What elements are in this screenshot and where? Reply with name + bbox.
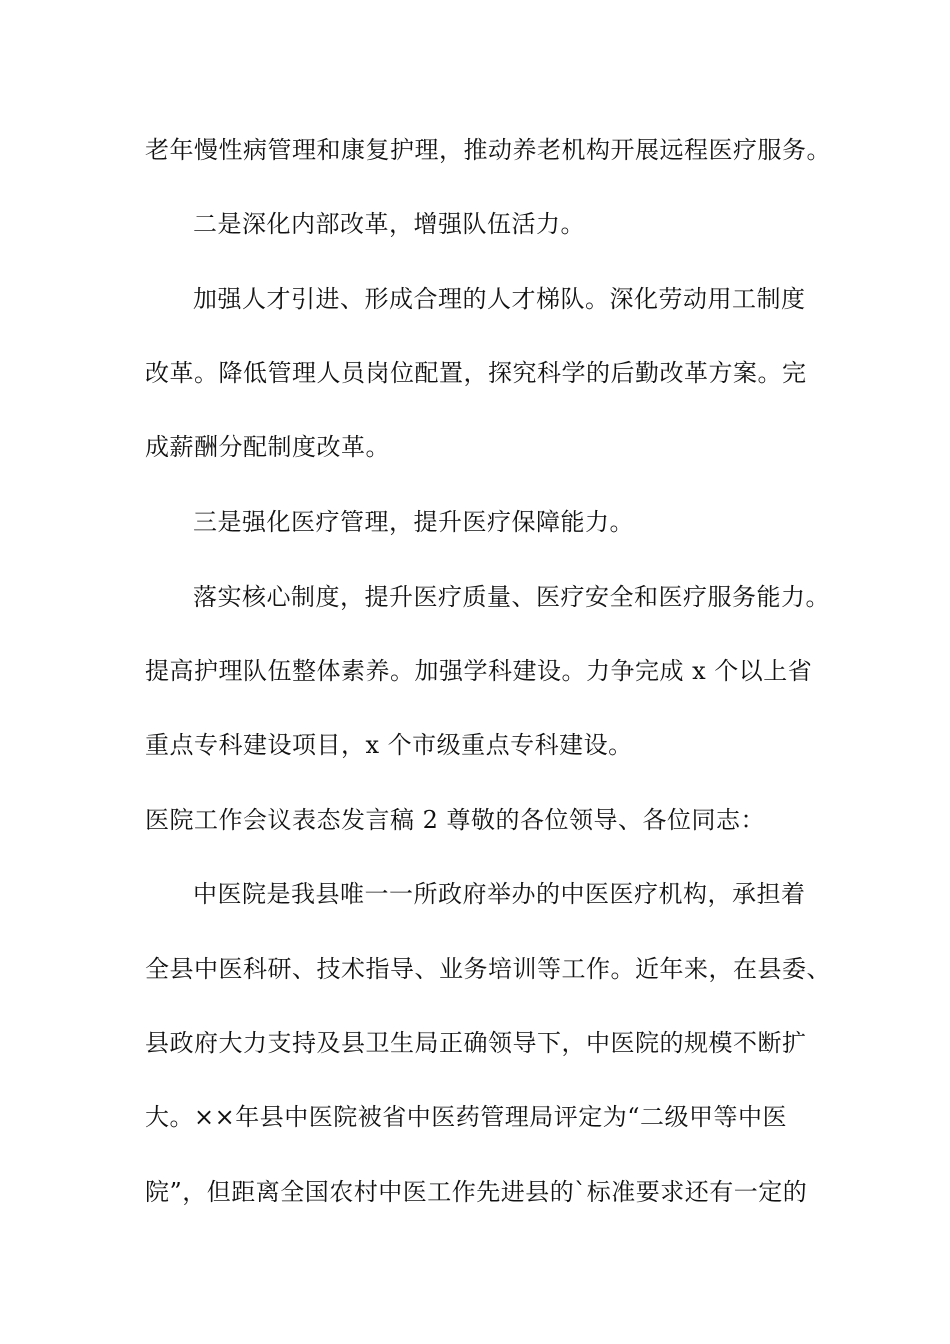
text-line: 院”，但距离全国农村中医工作先进县的`标准要求还有一定的 (145, 1178, 808, 1206)
text-line: 落实核心制度，提升医疗质量、医疗安全和医疗服务能力。 (193, 583, 830, 611)
text-line: 提高护理队伍整体素养。加强学科建设。力争完成 x 个以上省 (145, 657, 813, 685)
text-line: 加强人才引进、形成合理的人才梯队。深化劳动用工制度 (193, 285, 806, 313)
text-line: 老年慢性病管理和康复护理，推动养老机构开展远程医疗服务。 (145, 136, 831, 164)
text-line: 医院工作会议表态发言稿 2 尊敬的各位领导、各位同志： (145, 806, 766, 834)
text-line: 成薪酬分配制度改革。 (145, 433, 390, 461)
text-line: 大。××年县中医院被省中医药管理局评定为“二级甲等中医 (145, 1103, 787, 1131)
text-line: 中医院是我县唯一一所政府举办的中医医疗机构，承担着 (193, 880, 806, 908)
text-line: 县政府大力支持及县卫生局正确领导下，中医院的规模不断扩 (145, 1029, 807, 1057)
text-line: 重点专科建设项目，x 个市级重点专科建设。 (145, 731, 633, 759)
text-line: 改革。降低管理人员岗位配置，探究科学的后勤改革方案。完 (145, 359, 807, 387)
text-line: 全县中医科研、技术指导、业务培训等工作。近年来，在县委、 (145, 955, 831, 983)
text-line: 二是深化内部改革，增强队伍活力。 (193, 210, 585, 238)
text-line: 三是强化医疗管理，提升医疗保障能力。 (193, 508, 634, 536)
